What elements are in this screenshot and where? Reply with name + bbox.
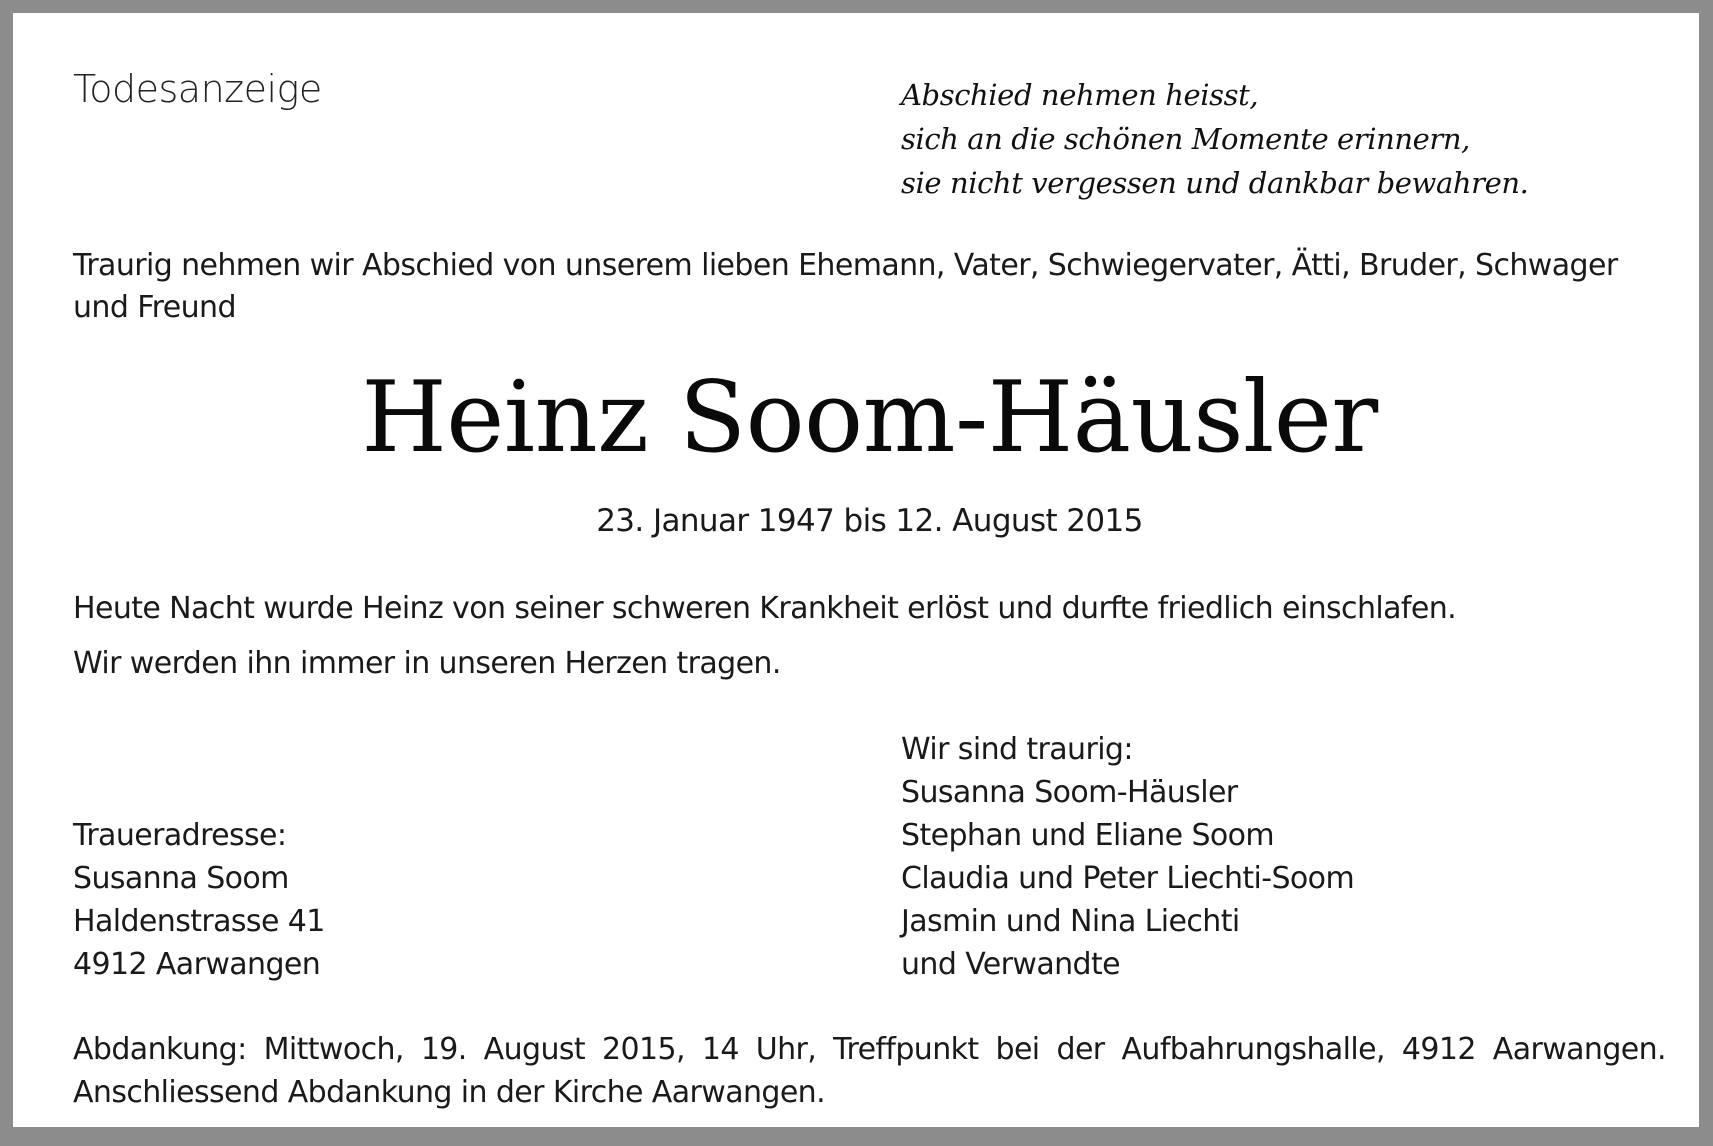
motto-quote [901,73,1528,205]
mourner-name: Claudia und Peter Liechti-Soom [901,861,1355,896]
notice-heading: Todesanzeige [73,67,322,111]
mourner-name: Stephan und Eliane Soom [901,818,1275,853]
intro-text: Traurig nehmen wir Abschied von unserem lieben Ehemann, Vater, Schwiegervater, Ätti, Bruder, Schwager und Freund [73,248,1618,325]
mourner-name: Susanna Soom-Häusler [901,775,1238,810]
mourning-address-label: Traueradresse: [73,818,287,853]
motto-line: sie nicht vergessen und dankbar bewahren. [901,166,1529,200]
life-dates: 23. Januar 1947 bis 12. August 2015 [596,503,1143,539]
funeral-service-info: Abdankung: Mittwoch, 19. August 2015, 14 Uhr, Treffpunkt bei der Aufbahrungshalle, 4912 Aarwangen. Anschliessend Abdankung in der Kirche Aarwangen. [73,1032,1666,1110]
motto-line: Abschied nehmen heisst, [901,78,1259,112]
message-line-2: Wir werden ihn immer in unseren Herzen tragen. [73,646,781,681]
mourner-name: und Verwandte [901,947,1120,982]
mourners-list [901,728,1354,986]
message-line-1: Heute Nacht wurde Heinz von seiner schweren Krankheit erlöst und durfte friedlich einschlafen. [73,591,1457,626]
mourning-address [73,814,325,986]
deceased-name: Heinz Soom-Häusler [361,361,1378,475]
motto-line: sich an die schönen Momente erinnern, [901,122,1470,156]
mourning-address-city: 4912 Aarwangen [73,947,321,982]
mourners-label: Wir sind traurig: [901,732,1133,767]
mourning-address-street: Haldenstrasse 41 [73,904,325,939]
mourning-address-name: Susanna Soom [73,861,289,896]
mourner-name: Jasmin und Nina Liechti [901,904,1240,939]
